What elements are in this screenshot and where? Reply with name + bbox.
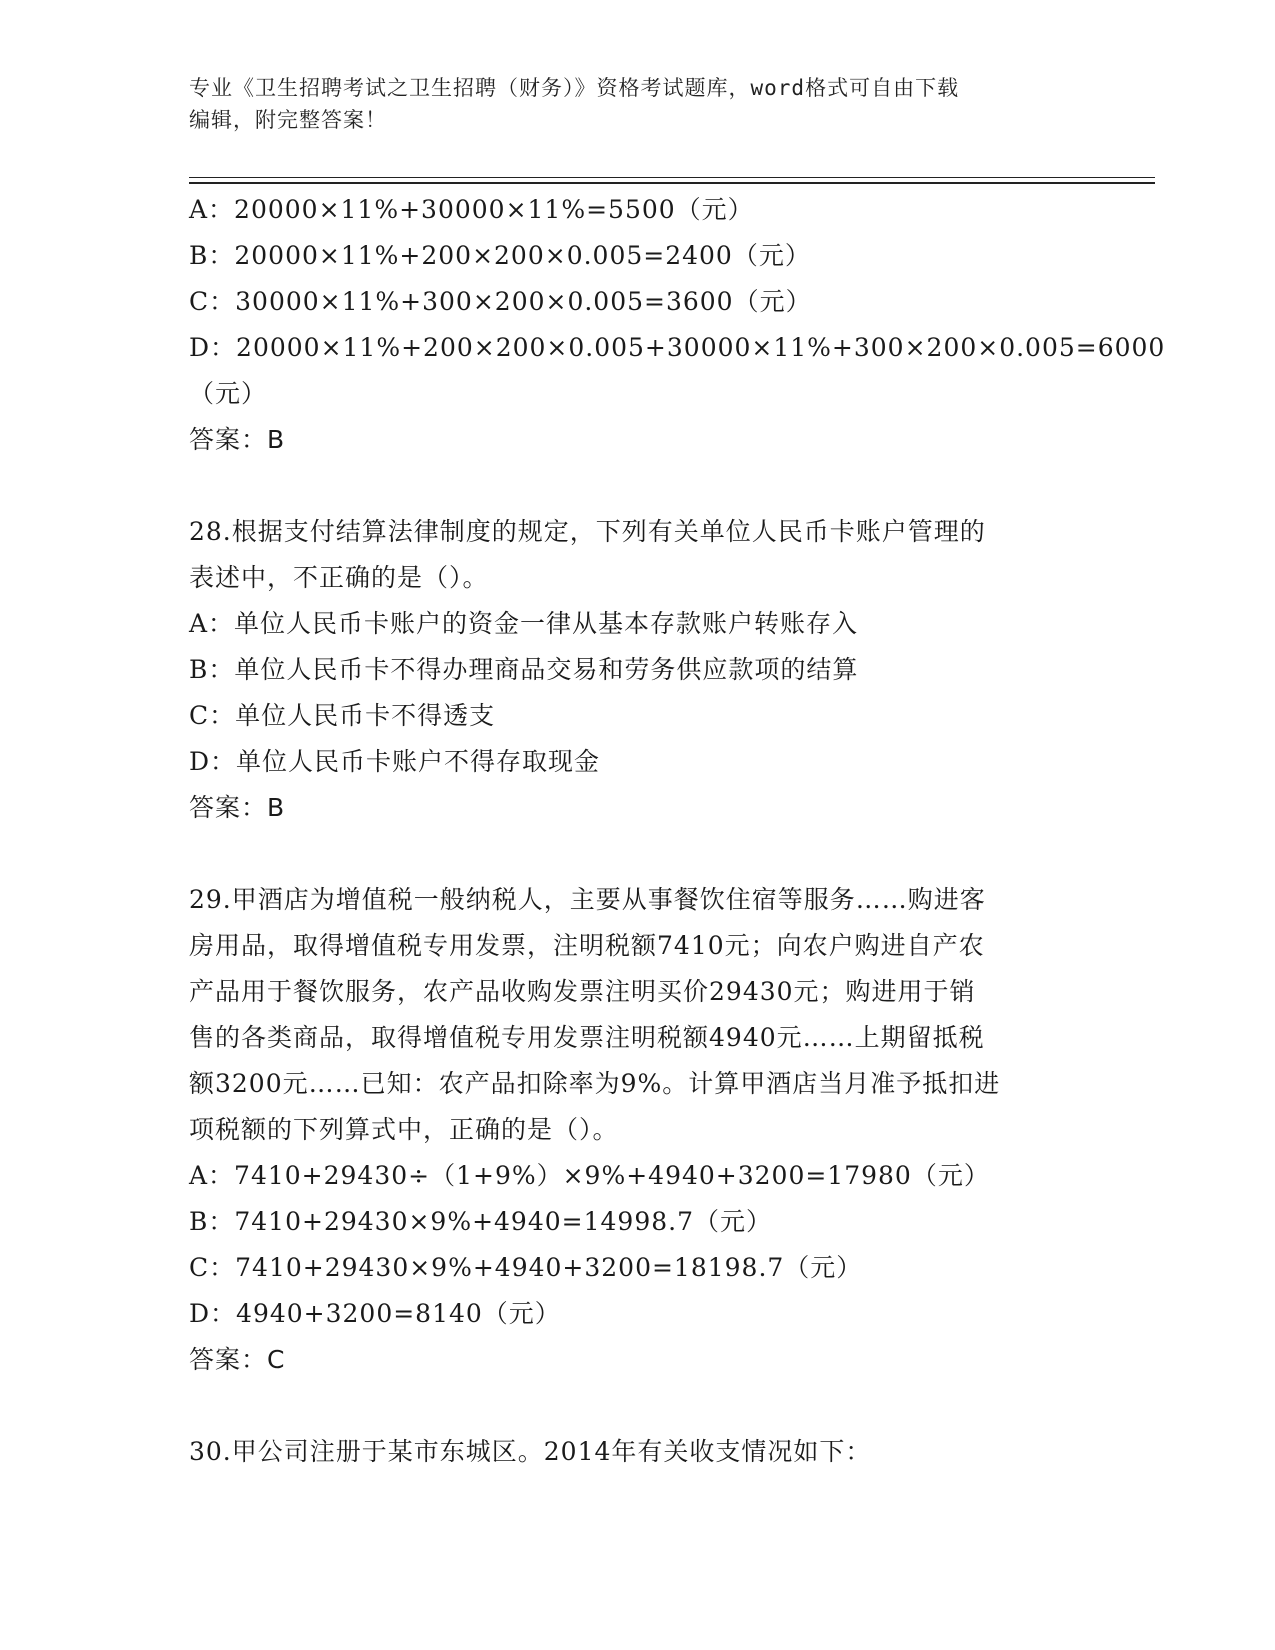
spacer [189, 1383, 1089, 1429]
question-stem-continued: 额3200元……已知：农产品扣除率为9%。计算甲酒店当月准予抵扣进 [189, 1069, 1001, 1098]
header-divider-thick [189, 182, 1155, 184]
question-stem: 30.甲公司注册于某市东城区。2014年有关收支情况如下： [189, 1437, 872, 1466]
question-stem-continued: 产品用于餐饮服务，农产品收购发票注明买价29430元；购进用于销 [189, 977, 976, 1006]
answer-line: 答案：B [189, 425, 286, 454]
option-c: C：30000×11%+300×200×0.005=3600（元） [189, 287, 812, 316]
question-stem-continued: 房用品，取得增值税专用发票，注明税额7410元；向农户购进自产农 [189, 931, 985, 960]
question-stem-continued: 项税额的下列算式中，正确的是（）。 [189, 1115, 619, 1144]
option-a: A：7410+29430÷（1+9%）×9%+4940+3200=17980（元） [189, 1161, 990, 1190]
question-30 [189, 1429, 1089, 1475]
option-d: D：20000×11%+200×200×0.005+30000×11%+300×200×0.005=6000 [189, 333, 1166, 362]
answer-line: 答案：B [189, 793, 286, 822]
question-stem: 28.根据支付结算法律制度的规定，下列有关单位人民币卡账户管理的 [189, 517, 986, 546]
answer-line: 答案：C [189, 1345, 286, 1374]
document-body [189, 187, 1166, 1475]
option-b: B：单位人民币卡不得办理商品交易和劳务供应款项的结算 [189, 655, 859, 684]
option-d-continued: （元） [189, 379, 268, 408]
question-29 [189, 877, 1089, 1383]
question-stem-continued: 售的各类商品，取得增值税专用发票注明税额4940元……上期留抵税 [189, 1023, 985, 1052]
header-line-1: 专业《卫生招聘考试之卫生招聘（财务）》资格考试题库，word格式可自由下载 [189, 76, 960, 100]
option-d: D：4940+3200=8140（元） [189, 1299, 561, 1328]
question-28 [189, 509, 1089, 831]
option-a: A：单位人民币卡账户的资金一律从基本存款账户转账存入 [189, 609, 859, 638]
document-header [189, 72, 1089, 136]
option-a: A：20000×11%+30000×11%=5500（元） [189, 195, 754, 224]
question-stem: 29.甲酒店为增值税一般纳税人，主要从事餐饮住宿等服务……购进客 [189, 885, 986, 914]
header-divider-thin [189, 177, 1155, 178]
spacer [189, 831, 1089, 877]
question-27 [189, 187, 1166, 463]
spacer [189, 463, 1089, 509]
option-b: B：20000×11%+200×200×0.005=2400（元） [189, 241, 811, 270]
option-d: D：单位人民币卡账户不得存取现金 [189, 747, 601, 776]
header-line-2: 编辑，附完整答案！ [189, 108, 387, 132]
question-stem-continued: 表述中，不正确的是（）。 [189, 563, 489, 592]
option-c: C：单位人民币卡不得透支 [189, 701, 496, 730]
option-c: C：7410+29430×9%+4940+3200=18198.7（元） [189, 1253, 863, 1282]
option-b: B：7410+29430×9%+4940=14998.7（元） [189, 1207, 772, 1236]
